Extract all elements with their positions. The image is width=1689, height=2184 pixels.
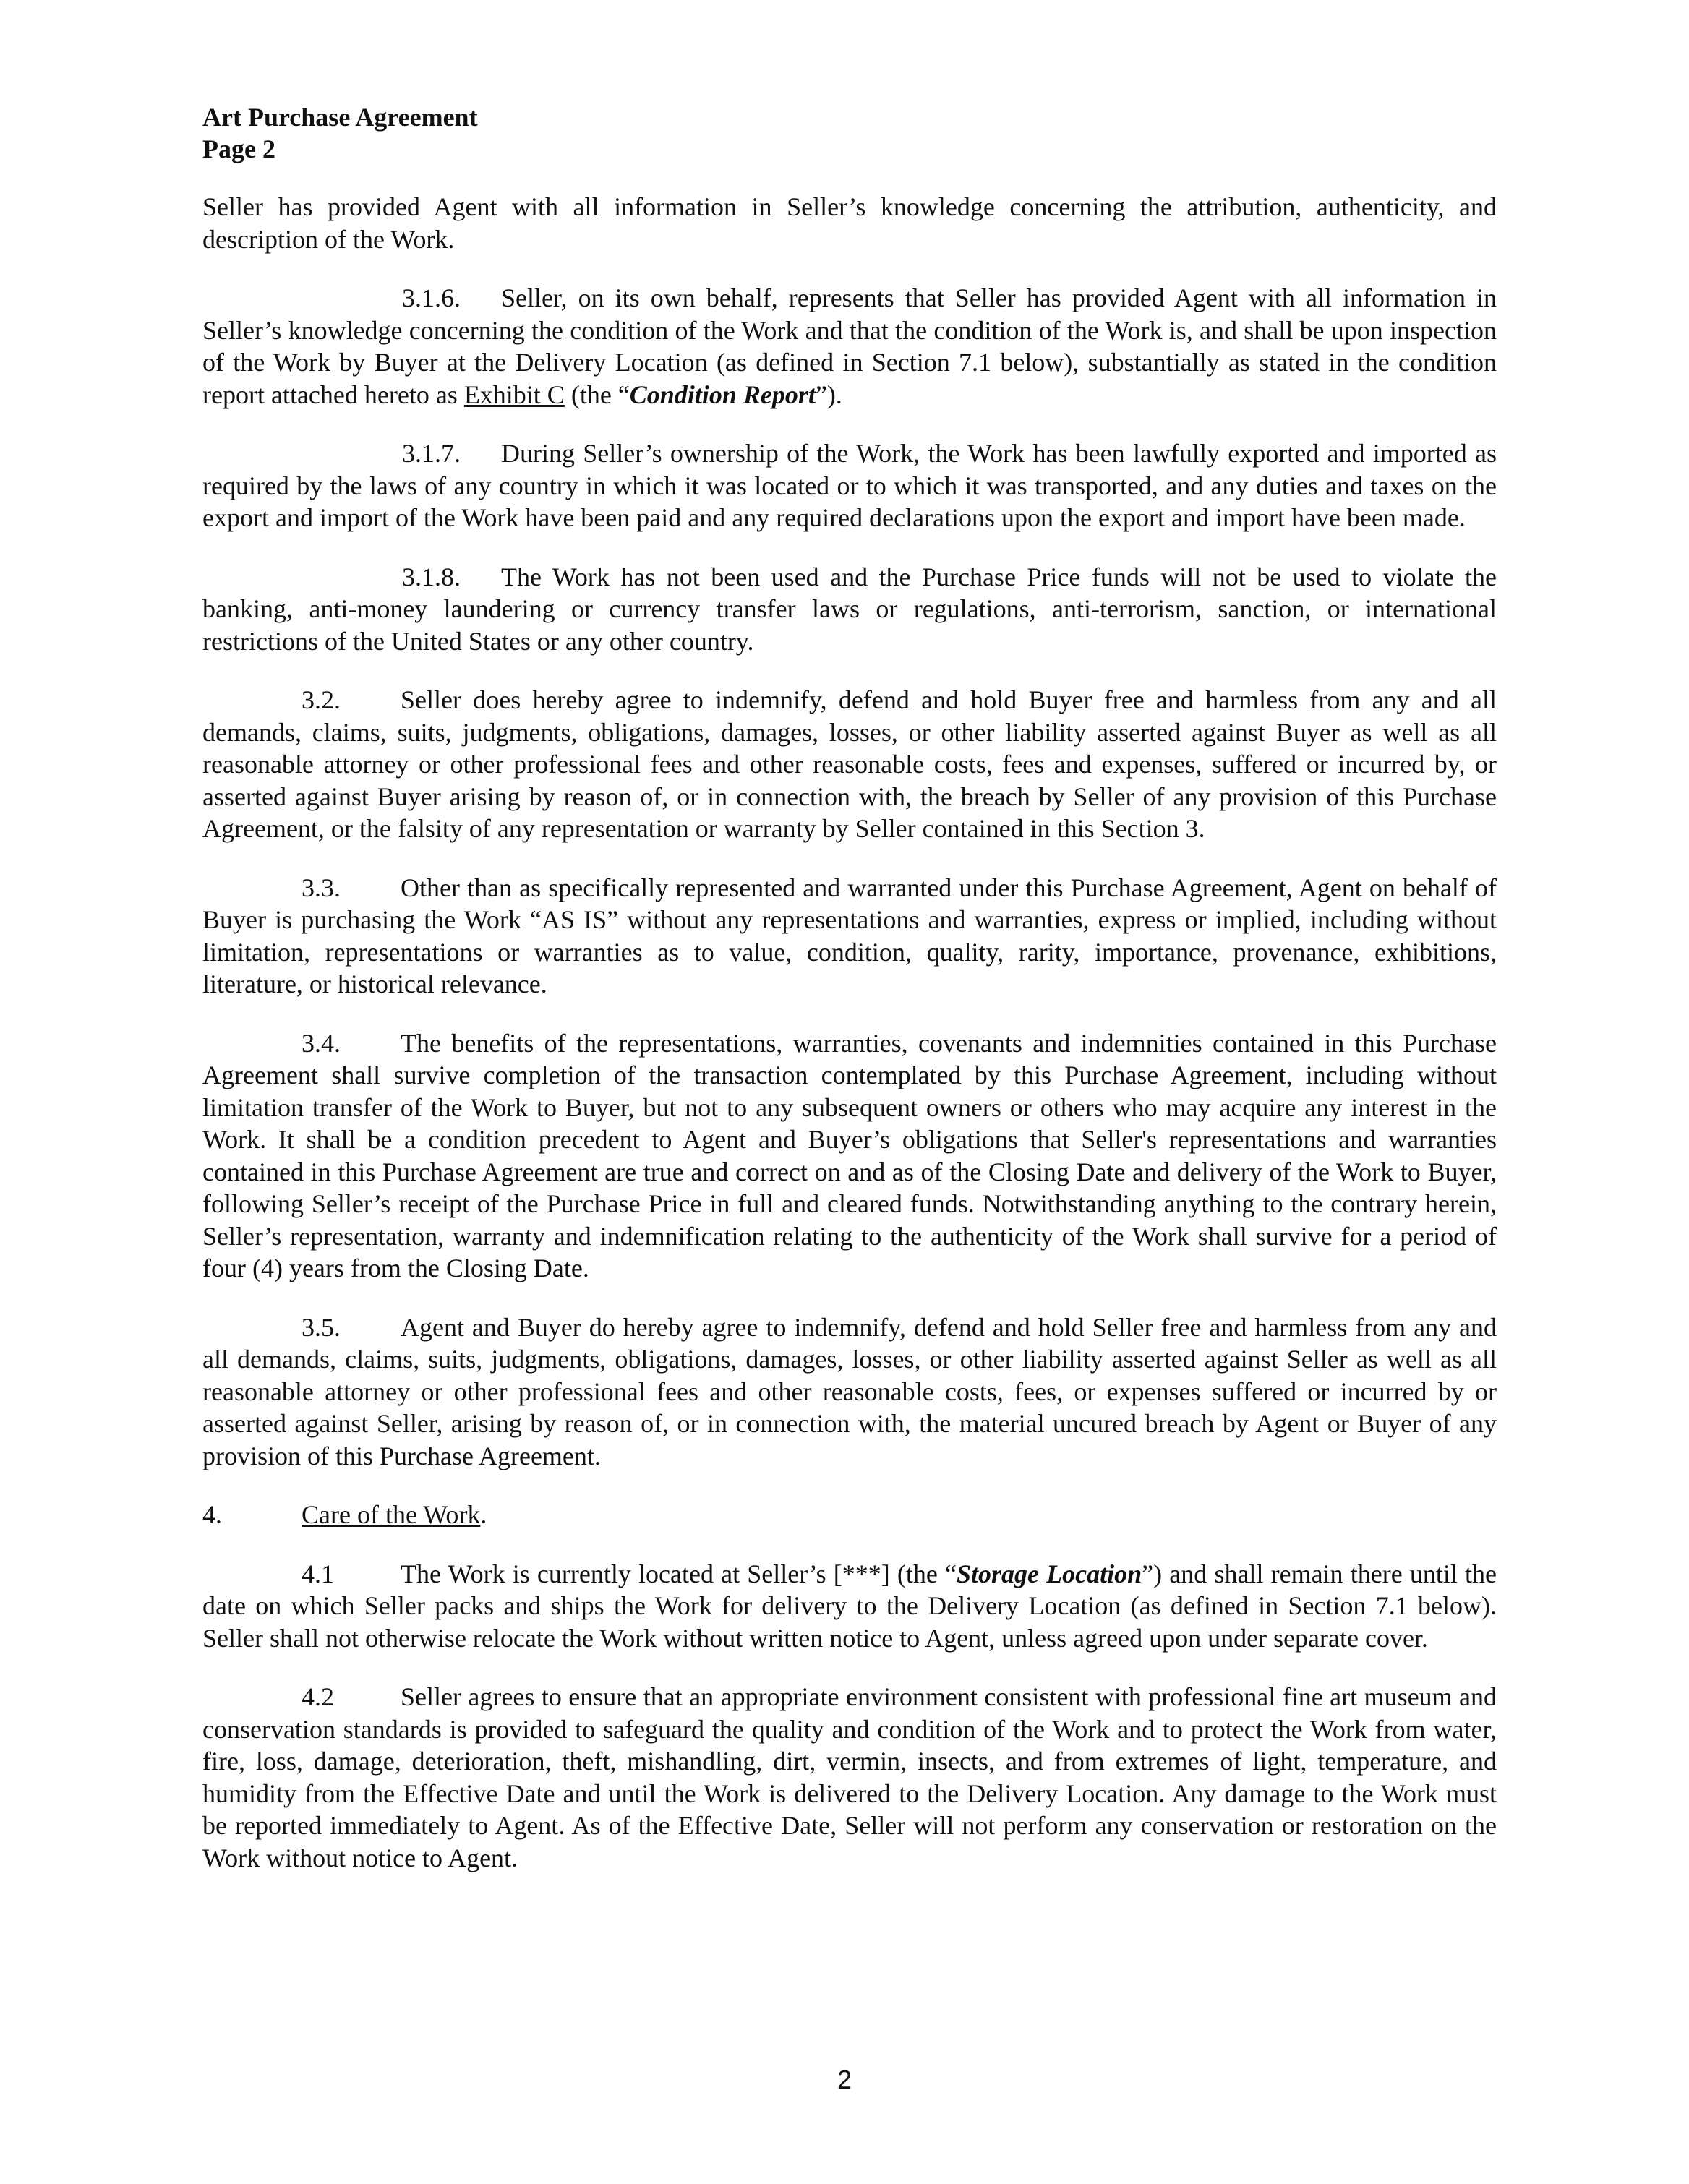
clause-number: 3.1.8. [402,562,461,591]
clause-3-1-6 [202,282,1497,411]
clause-3-5 [202,1311,1497,1473]
clause-text: The benefits of the representations, warranties, covenants and indemnities contained in this Purchase Agreement shall survive completion of the transaction contemplated by this Purchase Agreement, including without limitation transfer of the Work to Buyer, but not to any subsequent owners or others who may acquire any interest in the Work. It shall be a condition precedent to Agent and Buyer’s obligations that Seller's representations and warranties contained in this Purchase Agreement are true and correct on and as of the Closing Date and delivery of the Work to Buyer, following Seller’s receipt of the Purchase Price in full and cleared funds. Notwithstanding anything to the contrary herein, Seller’s representation, warranty and indemnification relating to the authenticity of the Work shall survive for a period of four (4) years from the Closing Date. [202,1028,1497,1282]
clause-number: 3.5. [302,1312,341,1342]
clause-4-2 [202,1681,1497,1874]
clause-text: The Work has not been used and the Purchase Price funds will not be used to violate the banking, anti-money laundering or currency transfer laws or regulations, anti-terrorism, sanction, or international restrictions of the United States or any other country. [202,562,1497,656]
clause-number: 3.4. [302,1028,341,1058]
clause-number: 4.1 [302,1559,334,1588]
clause-text: Other than as specifically represented and warranted under this Purchase Agreement, Agent on behalf of Buyer is purchasing the Work “AS IS” without any representations and warranties, express or implied, including without limitation, representations or warranties as to value, condition, quality, rarity, importance, provenance, exhibitions, literature, or historical relevance. [202,873,1497,998]
clause-text: Seller agrees to ensure that an appropriate environment consistent with professional fine art museum and conservation standards is provided to safeguard the quality and condition of the Work and to protect the Work from water, fire, loss, damage, deterioration, theft, mishandling, dirt, vermin, insects, and from extremes of light, temperature, and humidity from the Effective Date and until the Work is delivered to the Delivery Location. Any damage to the Work must be reported immediately to Agent. As of the Effective Date, Seller will not perform any conservation or restoration on the Work without notice to Agent. [202,1682,1497,1872]
clause-number: 4.2 [302,1682,334,1711]
page-label: Page 2 [202,134,275,163]
clause-text: ”) and shall remain there until the date on which Seller packs and ships the Work for delivery to the Delivery Location (as defined in Section 7.1 below). Seller shall not otherwise relocate the Work without written notice to Agent, unless agreed upon under separate cover. [202,1559,1497,1653]
clause-3-4 [202,1027,1497,1285]
clause-3-1-8 [202,561,1497,658]
clause-number: 3.2. [302,685,341,714]
clause-text: Seller does hereby agree to indemnify, defend and hold Buyer free and harmless from any and all demands, claims, suits, judgments, obligations, damages, losses, or other liability asserted against Buyer as well as all reasonable attorney or other professional fees and other reasonable costs, fees and expenses, suffered or incurred by, or asserted against Buyer arising by reason of, or in connection with, the breach by Seller of any provision of this Purchase Agreement, or the falsity of any representation or warranty by Seller contained in this Section 3. [202,685,1497,843]
clause-text: Seller, on its own behalf, represents that Seller has provided Agent with all information in Seller’s knowledge concerning the condition of the Work and that the condition of the Work is, and shall be upon inspection of the Work by Buyer at the Delivery Location (as defined in Section 7.1 below), substantially as stated in the condition report attached hereto as [202,283,1497,409]
document-header [202,101,1497,165]
clause-text: Agent and Buyer do hereby agree to indemnify, defend and hold Seller free and harmless from any and all demands, claims, suits, judgments, obligations, damages, losses, or other liability asserted against Seller as well as all reasonable attorney or other professional fees and other reasonable costs, fees, or expenses suffered or incurred by or asserted against Seller, arising by reason of, or in connection with, the material uncured breach by Agent or Buyer of any provision of this Purchase Agreement. [202,1312,1497,1470]
document-page [202,101,1497,1901]
section-number: 4. [202,1500,222,1529]
clause-text: ”). [815,380,842,409]
clause-number: 3.3. [302,873,341,902]
clause-number: 3.1.7. [402,439,461,468]
paragraph-3-1-5-continued: Seller has provided Agent with all information in Seller’s knowledge concerning the attribution, authenticity, and description of the Work. [202,192,1497,254]
section-4-heading [202,1499,1497,1531]
clause-3-2 [202,684,1497,845]
defined-term: Condition Report [629,380,816,409]
clause-4-1 [202,1558,1497,1655]
section-title: Care of the Work [302,1500,481,1529]
clause-text: The Work is currently located at Seller’s [***] (the “ [401,1559,957,1588]
defined-term: Storage Location [957,1559,1142,1588]
document-title: Art Purchase Agreement [202,103,478,132]
section-title-period: . [480,1500,487,1529]
exhibit-c-link[interactable]: Exhibit C [463,380,565,409]
clause-3-3 [202,872,1497,1001]
page-number: 2 [837,2065,852,2094]
clause-text: During Seller’s ownership of the Work, the Work has been lawfully exported and imported as required by the laws of any country in which it was located or to which it was transported, and any duties and taxes on the export and import of the Work have been paid and any required declarations upon the export and import have been made. [202,439,1497,532]
clause-text: (the “ [564,380,630,409]
clause-3-1-7 [202,437,1497,534]
clause-number: 3.1.6. [402,283,461,312]
